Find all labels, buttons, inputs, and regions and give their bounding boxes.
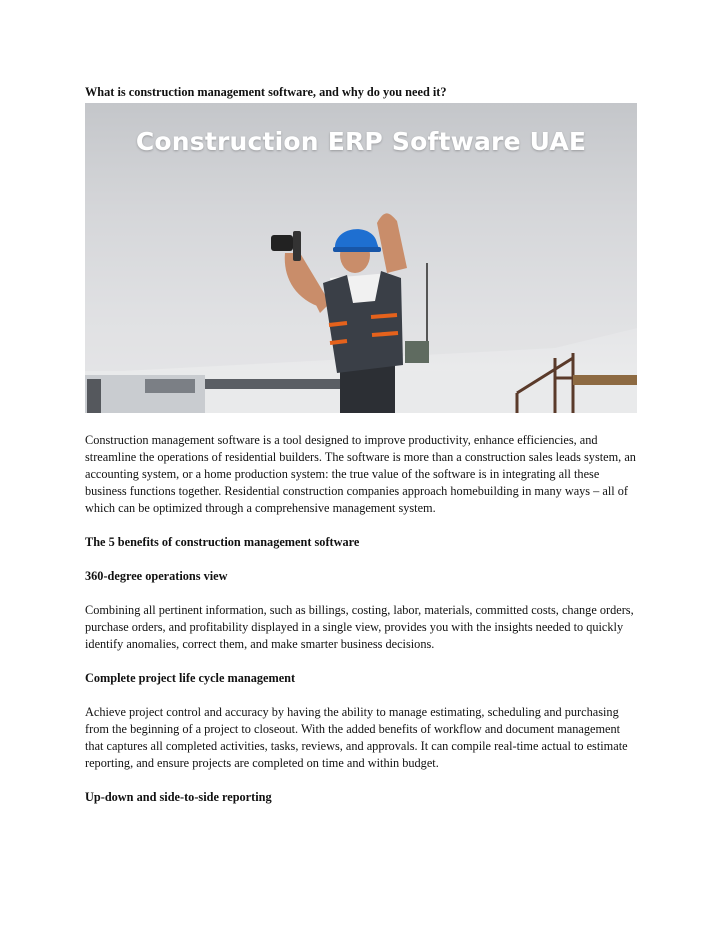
- section-body-operations-view: Combining all pertinent information, such as billings, costing, labor, materials, committed costs, change orders, purchase orders, and profitability displayed in a single view, provides you with the insights needed to quickly identify anomalies, correct them, and make smarter business decisions.: [85, 603, 634, 651]
- drill-handle: [293, 231, 301, 261]
- section-heading-reporting: Up-down and side-to-side reporting: [85, 790, 272, 804]
- window-strip: [205, 379, 355, 389]
- wall-box: [405, 341, 429, 363]
- window-frame: [87, 379, 101, 413]
- window-pane: [145, 379, 195, 393]
- spacer: [85, 772, 638, 789]
- article: [85, 84, 638, 806]
- spacer: [85, 687, 638, 704]
- hero-image: [85, 103, 637, 413]
- benefits-heading: The 5 benefits of construction management software: [85, 535, 360, 549]
- spacer: [85, 653, 638, 670]
- scaffold-plank: [573, 375, 637, 385]
- article-title: What is construction management software, and why do you need it?: [85, 85, 447, 99]
- spacer: [85, 517, 638, 534]
- hero-caption: Construction ERP Software UAE: [135, 127, 587, 156]
- section-heading-operations-view: 360-degree operations view: [85, 569, 228, 583]
- drill-body: [271, 235, 293, 251]
- hard-hat-brim: [333, 247, 381, 252]
- spacer: [85, 585, 638, 602]
- section-body-life-cycle: Achieve project control and accuracy by having the ability to manage estimating, scheduling and purchasing from the beginning of a project to closeout. With the added benefits of workflow and document management that captures all completed activities, tasks, reviews, and approvals. It can compile real-time actual to estimate reporting, and ensure projects are completed on time and within budget.: [85, 705, 628, 770]
- section-heading-life-cycle: Complete project life cycle management: [85, 671, 296, 685]
- intro-paragraph: Construction management software is a tool designed to improve productivity, enhance efficiencies, and streamline the operations of residential builders. The software is more than a construction sales leads system, an accounting system, or a home production system: the true value of the software is in integrating all these business functions together. Residential construction companies approach homebuilding in many ways – all of which can be optimized through a comprehensive management system.: [85, 433, 636, 515]
- spacer: [85, 551, 638, 568]
